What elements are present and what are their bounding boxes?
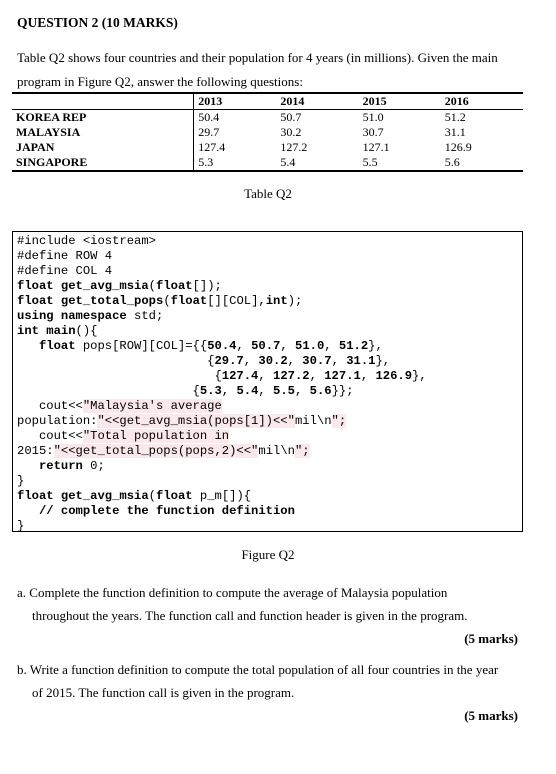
country-cell: SINGAPORE bbox=[16, 155, 88, 169]
code-line: using namespace std; bbox=[17, 309, 164, 323]
code-line: {29.7, 30.2, 30.7, 31.1}, bbox=[17, 354, 391, 368]
code-line: population:"<<get_avg_msia(pops[1])<<"mil\n"; bbox=[17, 414, 347, 428]
value-cell: 29.7 bbox=[194, 125, 277, 140]
code-listing bbox=[12, 231, 523, 532]
table-row bbox=[12, 110, 523, 126]
code-line: float get_avg_msia(float[]); bbox=[17, 279, 222, 293]
value-cell: 30.7 bbox=[362, 125, 384, 139]
code-line: #define ROW 4 bbox=[17, 249, 113, 263]
value-cell: 127.4 bbox=[194, 140, 277, 155]
country-cell: MALAYSIA bbox=[16, 125, 81, 139]
header-year: 2014 bbox=[280, 94, 305, 108]
table-row bbox=[12, 125, 523, 140]
value-cell: 51.0 bbox=[362, 110, 384, 124]
value-cell: 127.1 bbox=[362, 140, 390, 154]
question-a-line: a. Complete the function definition to compute the average of Malaysia population bbox=[17, 585, 448, 600]
code-line: // complete the function definition bbox=[17, 504, 295, 518]
question-b-line: of 2015. The function call is given in the program. bbox=[32, 685, 295, 700]
value-cell: 5.5 bbox=[362, 155, 378, 169]
intro-line: Table Q2 shows four countries and their population for 4 years (in millions). Given the main bbox=[17, 50, 498, 65]
question-heading: QUESTION 2 (10 MARKS) bbox=[17, 15, 178, 30]
country-cell: JAPAN bbox=[16, 140, 55, 154]
table-caption: Table Q2 bbox=[244, 186, 292, 201]
intro-line: program in Figure Q2, answer the following questions: bbox=[17, 74, 303, 89]
question-b bbox=[17, 658, 527, 704]
country-cell: KOREA REP bbox=[16, 110, 87, 124]
question-b-line: b. Write a function definition to compute the total population of all four countries in the year bbox=[17, 662, 499, 677]
code-line: float get_avg_msia(float p_m[]){ bbox=[17, 489, 252, 503]
population-table bbox=[12, 92, 523, 172]
question-a-marks: (5 marks) bbox=[464, 631, 518, 646]
value-cell: 126.9 bbox=[444, 140, 472, 154]
code-line: cout<<"Total population in bbox=[17, 429, 230, 443]
header-year: 2013 bbox=[194, 93, 277, 110]
value-cell: 5.6 bbox=[444, 155, 460, 169]
code-line: cout<<"Malaysia's average bbox=[17, 399, 222, 413]
value-cell: 31.1 bbox=[444, 125, 466, 139]
question-a-line: throughout the years. The function call and function header is given in the program. bbox=[32, 608, 468, 623]
value-cell: 30.2 bbox=[280, 125, 302, 139]
header-year: 2015 bbox=[362, 94, 387, 108]
value-cell: 5.4 bbox=[280, 155, 296, 169]
table-header-row bbox=[12, 93, 523, 110]
code-line: float pops[ROW][COL]={{50.4, 50.7, 51.0, 51.2}, bbox=[38, 339, 383, 353]
question-a bbox=[17, 581, 527, 627]
code-line: return 0; bbox=[38, 459, 105, 473]
code-line: int main(){ bbox=[17, 324, 98, 338]
value-cell: 50.4 bbox=[194, 110, 277, 126]
question-b-marks: (5 marks) bbox=[464, 708, 518, 723]
figure-caption: Figure Q2 bbox=[241, 547, 295, 562]
value-cell: 50.7 bbox=[280, 110, 302, 124]
value-cell: 51.2 bbox=[444, 110, 466, 124]
code-line: #include <iostream> bbox=[17, 234, 156, 248]
question-intro bbox=[17, 46, 539, 94]
table-row bbox=[12, 140, 523, 155]
table-row bbox=[12, 155, 523, 171]
code-line: float get_total_pops(float[][COL],int); bbox=[17, 294, 303, 308]
code-line: {5.3, 5.4, 5.5, 5.6}}; bbox=[17, 384, 354, 398]
code-line: } bbox=[17, 474, 25, 488]
code-line: } bbox=[17, 519, 25, 533]
header-year: 2016 bbox=[444, 94, 469, 108]
code-line: #define COL 4 bbox=[17, 264, 113, 278]
value-cell: 127.2 bbox=[280, 140, 308, 154]
header-country-cell bbox=[12, 93, 194, 110]
value-cell: 5.3 bbox=[194, 155, 277, 171]
code-line: {127.4, 127.2, 127.1, 126.9}, bbox=[17, 369, 427, 383]
code-line: 2015:"<<get_total_pops(pops,2)<<"mil\n"; bbox=[17, 444, 310, 458]
